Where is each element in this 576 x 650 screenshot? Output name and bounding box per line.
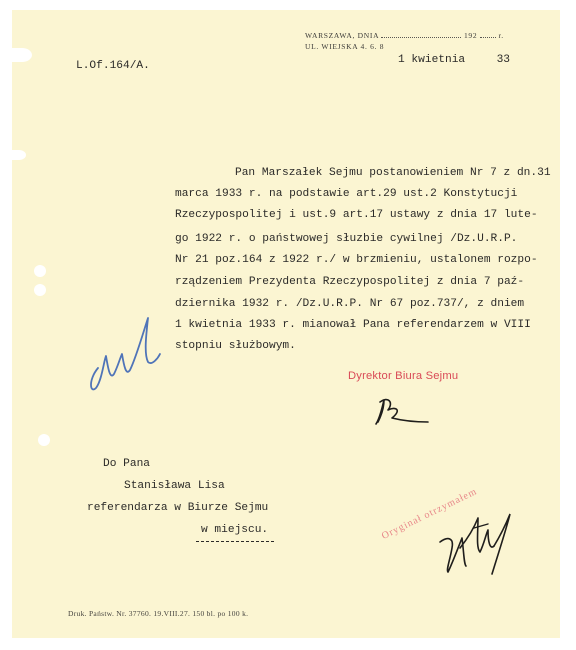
punch-hole-1: [34, 265, 46, 277]
blue-ink-initials: [86, 310, 166, 392]
paper-tear: [12, 48, 32, 62]
letterhead-address: UL. WIEJSKA 4. 6. 8: [305, 42, 385, 51]
letterhead-city-label: WARSZAWA, DNIA: [305, 31, 379, 40]
body-line: stopniu służbowym.: [175, 340, 296, 352]
reference-number: L.Of.164/A.: [76, 60, 150, 72]
punch-hole-3: [38, 434, 50, 446]
addressee-position: referendarza w Biurze Sejmu: [87, 502, 269, 514]
punch-hole-2: [34, 284, 46, 296]
body-line: marca 1933 r. na podstawie art.29 ust.2 Konstytucji: [175, 188, 518, 200]
letter-date-year: 33: [496, 54, 511, 66]
letterhead-year-prefix: 192: [463, 31, 478, 40]
body-line: go 1922 r. o państwowej słuzbie cywilnej /Dz.U.R.P.: [175, 233, 518, 245]
director-stamp: Dyrektor Biura Sejmu: [348, 370, 459, 382]
letterhead-city-date: [305, 31, 504, 40]
body-line: 1 kwietnia 1933 r. mianował Pana referendarzem w VIII: [175, 319, 531, 331]
letter-date-day-month: 1 kwietnia: [398, 54, 466, 66]
body-line: dziernika 1932 r. /Dz.U.R.P. Nr 67 poz.737/, z dniem: [175, 298, 525, 310]
original-received-stamp: Oryginał otrzymałem: [380, 486, 480, 542]
body-line: rządzeniem Prezydenta Rzeczypospolitej z dnia 7 paź-: [175, 276, 525, 288]
recipient-signature: [434, 508, 518, 580]
director-signature: [370, 396, 436, 432]
print-footer: Druk. Państw. Nr. 37760. 19.VIII.27. 150 bl. po 100 k.: [68, 609, 249, 618]
body-line: Nr 21 poz.164 z 1922 r./ w brzmieniu, ustalonem rozpo-: [175, 254, 538, 266]
addressee-underline: [196, 541, 274, 542]
date-blank: [381, 37, 461, 38]
letter-date: [398, 54, 510, 66]
addressee-location: w miejscu.: [201, 524, 269, 536]
body-line: Rzeczypospolitej i ust.9 art.17 ustawy z dnia 17 lute-: [175, 209, 538, 221]
paper-tear: [12, 150, 26, 160]
year-blank: [480, 37, 496, 38]
addressee-name: Stanisława Lisa: [124, 480, 225, 492]
addressee-salutation: Do Pana: [103, 458, 150, 470]
letterhead-year-suffix: r.: [498, 31, 504, 40]
body-line: Pan Marszałek Sejmu postanowieniem Nr 7 z dn.31: [235, 167, 551, 179]
